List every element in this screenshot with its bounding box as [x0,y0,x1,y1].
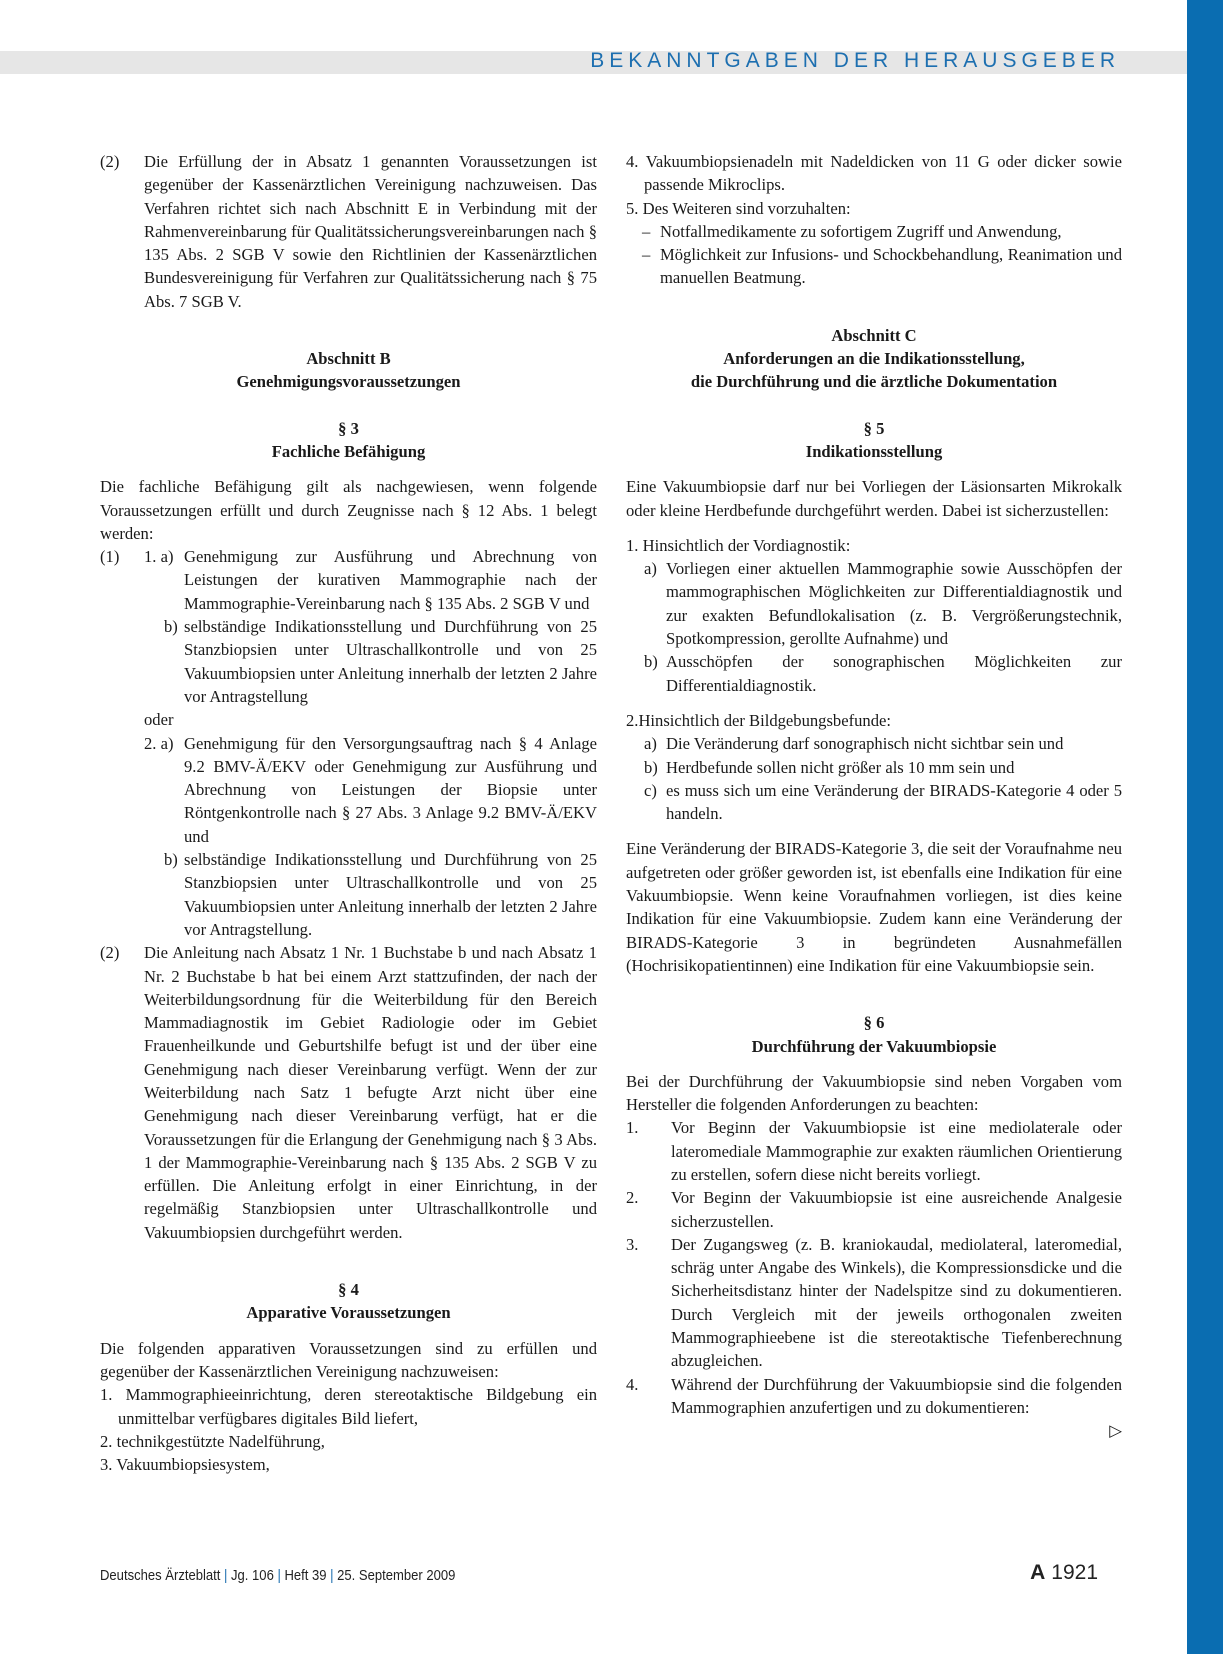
item-number: 3. [626,1234,639,1254]
paragraph-title: Fachliche Befähigung [271,441,426,461]
dash-text: Notfallmedikamente zu sofortigem Zugriff und Anwendung, [660,221,1062,241]
list-item [626,732,1122,755]
separator: | [277,1568,281,1584]
paragraph-number: § 5 [863,418,885,438]
list-item [626,779,1122,826]
footer-citation [100,1568,455,1584]
paragraph-number: § 3 [338,418,359,438]
subparagraph-2 [100,941,597,1244]
item-text: Vorliegen einer aktuellen Mammographie sowie Ausschöpfen der mammographischen Möglichkeiten zur Differentialdiagnostik und zur exakten Befundlokalisation (z. B. Vergrößerungstechnik, Spotkompression, gerollte Aufnahme) und [666,559,1122,649]
oder-text: oder [144,710,174,730]
dash-item [626,243,1122,290]
item-label: 1. a) [144,547,174,567]
paragraph-label: (2) [100,943,120,963]
item-label: b) [164,617,178,637]
issue: Heft 39 [284,1568,327,1584]
section-title-c-line2: die Durchführung und die ärztliche Dokumentation [690,372,1058,392]
item-text: Die Veränderung darf sonographisch nicht sichtbar sein und [666,734,1064,754]
paragraph-title: Durchführung der Vakuumbiopsie [751,1036,997,1056]
item-text: selbständige Indikationsstellung und Durchführung von 25 Stanzbiopsien unter Ultraschallkontrolle und von 25 Vakuumbiopsien unter Anleitung innerhalb der letzten 2 Jahre vor Antragstellung [184,617,597,706]
item-text: Genehmigung für den Versorgungsauftrag nach § 4 Anlage 9.2 BMV-Ä/EKV oder Genehmigung zur Ausführung und Abrechnung von Leistungen der Biopsie unter Röntgenkontrolle nach § 27 Abs. 3 Anlage 9.2 BMV-Ä/EKV und [184,733,597,846]
item-label: a) [644,734,657,754]
paragraph-title: Apparative Voraussetzungen [246,1303,451,1323]
list-item [626,1116,1122,1186]
list-item: 1. Mammographieeinrichtung, deren stereotaktische Bildgebung ein unmittelbar verfügbares digitales Bild liefert, [100,1385,597,1428]
list-item [144,615,597,708]
paragraph-label: (2) [100,152,120,171]
item-text: Genehmigung zur Ausführung und Abrechnung von Leistungen der kurativen Mammographie nach der Mammographie-Vereinbarung nach § 135 Abs. 2 SGB V und [184,547,597,613]
volume: Jg. 106 [231,1568,274,1584]
paragraph-2 [100,150,597,313]
right-column [626,150,1122,1443]
birads-paragraph: Eine Veränderung der BIRADS-Kategorie 3, die seit der Voraufnahme neu aufgetreten oder größer geworden ist, ist ebenfalls eine Indikation für eine Vakuumbiopsie. Wenn keine Voraufnahmen vorliegen, ist dies keine Indikation für eine Vakuumbiopsie. Zudem kann eine Veränderung der BIRADS-Kategorie 3 in begründeten Ausnahmefällen (Hochrisikopatientinnen) eine Indikation für eine Vakuumbiopsie sein. [626,839,1122,975]
item-label: b) [644,652,658,672]
dash-glyph: – [642,245,651,265]
item-text: Während der Durchführung der Vakuumbiopsie sind die folgenden Mammographien anzufertigen und zu dokumentieren: [671,1374,1122,1417]
paragraph-text: Die Erfüllung der in Absatz 1 genannten Voraussetzungen ist gegenüber der Kassenärztlichen Vereinigung nachzuweisen. Das Verfahren richtet sich nach Abschnitt E in Verbindung mit der Rahmenvereinbarung für Qualitätssicherungsvereinbarungen nach § 135 Abs. 2 SGB V sowie den Richtlinien der Kassenärztlichen Bundesvereinigung für Verfahren zur Qualitätssicherung nach § 75 Abs. 7 SGB V. [144,152,597,311]
list-item [144,848,597,941]
left-column [100,150,597,1476]
paragraph-text: Die Anleitung nach Absatz 1 Nr. 1 Buchstabe b und nach Absatz 1 Nr. 2 Buchstabe b hat bei einem Arzt stattzufinden, der nach der Weiterbildungsordnung für die Weiterbildung für den Bereich Mammadiagnostik im Gebiet Radiologie oder im Gebiet Frauenheilkunde und Geburtshilfe befugt ist und der über eine Genehmigung nach dieser Vereinbarung verfügt. Wenn der zur Weiterbildung nach Satz 1 befugte Arzt nicht über eine Genehmigung nach dieser Vereinbarung verfügt, hat er die Voraussetzungen für die Erlangung der Genehmigung nach § 3 Abs. 1 der Mammographie-Vereinbarung nach § 135 Abs. 2 SGB V zu erfüllen. Die Anleitung erfolgt in einer Einrichtung, in der regelmäßig Stanzbiopsien unter Ultraschallkontrolle und Vakuumbiopsien durchgeführt werden. [144,943,597,1242]
list-item [626,650,1122,697]
list-heading: 1. Hinsichtlich der Vordiagnostik: [626,535,851,555]
item-text: Der Zugangsweg (z. B. kraniokaudal, mediolateral, lateromedial, schräg unter Angabe des Winkels), die Kompressionsdicke und die Sicherheitsdistanz hinter der Nadelspitze sind zu dokumentieren. Durch Vergleich mit der jeweils orthogonalen zweiten Mammographieebene ist die stereotaktische Tiefenberechnung abzugleichen. [671,1234,1122,1371]
list-item: 2. technikgestützte Nadelführung, [100,1431,325,1451]
item-text: Herdbefunde sollen nicht größer als 10 mm sein und [666,757,1015,777]
section-title: BEKANNTGABEN DER HERAUSGEBER [590,49,1120,72]
continue-arrow-icon: ▷ [1109,1421,1122,1441]
list-item [626,756,1122,779]
item-label: b) [644,757,658,777]
page-number [1030,1561,1098,1585]
list-item [144,545,597,615]
separator: | [330,1568,334,1584]
item-label: a) [644,559,657,579]
side-color-bar [1187,0,1223,1654]
section-title-c-line1: Anforderungen an die Indikationsstellung, [723,349,1025,369]
item-number: 2. [626,1188,639,1208]
journal-name: Deutsches Ärzteblatt [100,1568,221,1584]
paragraph-number: § 4 [338,1280,359,1300]
item-text: selbständige Indikationsstellung und Durchführung von 25 Stanzbiopsien unter Ultraschallkontrolle und von 25 Vakuumbiopsien unter Anleitung innerhalb der letzten 2 Jahre vor Antragstellung. [184,850,597,939]
section-heading: Abschnitt C [831,325,917,345]
page-number-value: 1921 [1051,1561,1098,1584]
item-text: Vor Beginn der Vakuumbiopsie ist eine ausreichende Analgesie sicherzustellen. [671,1188,1122,1231]
section-heading: Abschnitt B [306,349,391,369]
item-text: Vor Beginn der Vakuumbiopsie ist eine mediolaterale oder lateromediale Mammographie zur exakten räumlichen Orientierung zu erstellen, sofern diese nicht bereits vorliegt. [671,1118,1122,1184]
item-number: 4. [626,1374,639,1394]
item-label: b) [164,850,178,870]
separator: | [224,1568,228,1584]
list-item [626,1373,1122,1420]
paragraph-number: § 6 [863,1013,885,1033]
list-item [144,732,597,848]
intro-text: Bei der Durchführung der Vakuumbiopsie sind neben Vorgaben vom Hersteller die folgenden Anforderungen zu beachten: [626,1071,1122,1115]
item-number: 1. [626,1118,639,1138]
list-item: 4. Vakuumbiopsienadeln mit Nadeldicken von 11 G oder dicker sowie passende Mikroclips. [626,152,1122,195]
intro-text: Die fachliche Befähigung gilt als nachgewiesen, wenn folgende Voraussetzungen erfüllt und durch Zeugnisse nach § 12 Abs. 1 belegt werden: [100,477,597,543]
item-text: es muss sich um eine Veränderung der BIRADS-Kategorie 4 oder 5 handeln. [666,780,1122,824]
dash-text: Möglichkeit zur Infusions- und Schockbehandlung, Reanimation und manuellen Beatmung. [660,245,1122,288]
item-label: 2. a) [144,733,174,753]
intro-text: Die folgenden apparativen Voraussetzungen sind zu erfüllen und gegenüber der Kassenärztlichen Vereinigung nachzuweisen: [100,1338,597,1381]
section-title-b: Genehmigungsvoraussetzungen [236,372,461,392]
item-label: c) [644,780,657,800]
paragraph-label: (1) [100,547,120,567]
list-heading: 2.Hinsichtlich der Bildgebungsbefunde: [626,710,891,730]
subparagraph-1 [100,545,597,941]
list-item [626,1186,1122,1233]
paragraph-title: Indikationsstellung [805,441,943,461]
intro-text: Eine Vakuumbiopsie darf nur bei Vorliegen der Läsionsarten Mikrokalk oder kleine Herdbefunde durchgeführt werden. Dabei ist sicherzustellen: [626,477,1122,520]
list-item: 3. Vakuumbiopsiesystem, [100,1455,270,1475]
dash-item [626,220,1122,243]
item-text: Ausschöpfen der sonographischen Möglichkeiten zur Differentialdiagnostik. [666,652,1122,695]
date: 25. September 2009 [337,1568,456,1584]
list-item: 5. Des Weiteren sind vorzuhalten: [626,198,851,218]
page-letter: A [1030,1561,1046,1584]
dash-glyph: – [642,221,651,241]
list-item [626,557,1122,650]
list-item [626,1233,1122,1373]
